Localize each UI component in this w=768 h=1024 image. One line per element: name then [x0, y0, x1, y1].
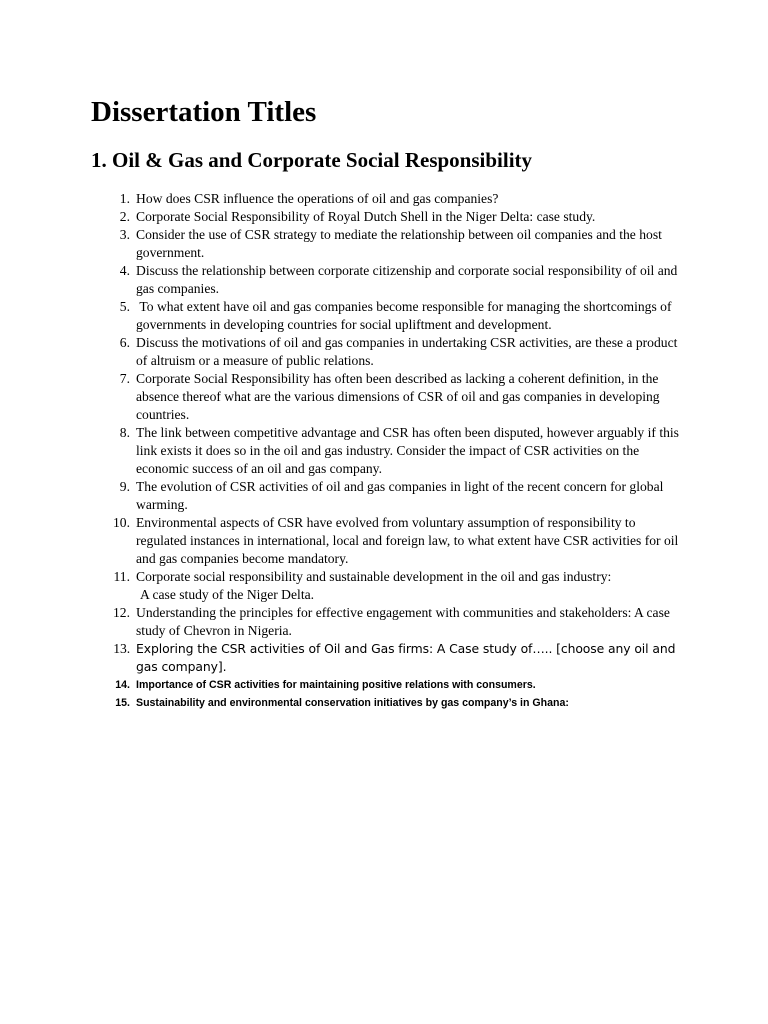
- list-item-text: Discuss the motivations of oil and gas companies in undertaking CSR activities, are these a product of altruism or a measure of public relations.: [136, 335, 678, 368]
- list-item-number: 10.: [113, 515, 130, 530]
- list-item-number: 9.: [119, 479, 130, 494]
- list-item: [0, 478, 768, 514]
- list-item: [0, 298, 768, 334]
- list-item-number: 7.: [119, 371, 130, 386]
- list-item-text: Exploring the CSR activities of Oil and Gas firms: A Case study of….. [choose any oil and gas company].: [136, 641, 676, 674]
- section-heading: 1. Oil & Gas and Corporate Social Responsibility: [91, 148, 533, 172]
- list-item-number: 1.: [119, 191, 130, 206]
- list-item: [0, 334, 768, 370]
- list-item-text: The evolution of CSR activities of oil and gas companies in light of the recent concern for global warming.: [136, 479, 664, 512]
- list-item: [0, 226, 768, 262]
- list-item-text: Environmental aspects of CSR have evolved from voluntary assumption of responsibility to regulated instances in international, local and foreign law, to what extent have CSR activities for oil and gas companies become mandatory.: [136, 515, 679, 566]
- list-item-number: 12.: [113, 605, 130, 620]
- list-item-text: Corporate Social Responsibility has often been described as lacking a coherent definition, in the absence thereof what are the various dimensions of CSR of oil and gas companies in developing countries.: [136, 371, 660, 422]
- list-item-text: Understanding the principles for effective engagement with communities and stakeholders: A case study of Chevron in Nigeria.: [136, 605, 670, 638]
- list-item: [0, 514, 768, 568]
- list-item-number: 6.: [119, 335, 130, 350]
- list-item: [0, 370, 768, 424]
- list-item-number: 11.: [113, 569, 130, 584]
- list-item: [0, 694, 768, 712]
- list-item: [0, 190, 768, 208]
- list-item: [0, 424, 768, 478]
- list-item-text: To what extent have oil and gas companies become responsible for managing the shortcomings of governments in developing countries for social upliftment and development.: [136, 299, 675, 332]
- list-item: [0, 604, 768, 640]
- list-item-text-line: A case study of the Niger Delta.: [140, 587, 315, 602]
- list-item-text: How does CSR influence the operations of oil and gas companies?: [136, 191, 499, 206]
- list-item-text: Importance of CSR activities for maintaining positive relations with consumers.: [136, 679, 536, 691]
- list-item-text: Consider the use of CSR strategy to mediate the relationship between oil companies and the host government.: [136, 227, 662, 260]
- list-item-text: Sustainability and environmental conservation initiatives by gas company’s in Ghana:: [136, 697, 569, 709]
- list-item-number: 4.: [119, 263, 130, 278]
- list-item-text: Discuss the relationship between corporate citizenship and corporate social responsibility of oil and gas companies.: [136, 263, 678, 296]
- page-title: Dissertation Titles: [91, 96, 317, 128]
- list-item-text: [136, 568, 682, 604]
- list-item-text-line: Corporate social responsibility and sustainable development in the oil and gas industry:: [136, 569, 612, 584]
- list-item: [0, 262, 768, 298]
- list-item-number: 15.: [115, 697, 130, 709]
- list-item-text: The link between competitive advantage and CSR has often been disputed, however arguably if this link exists it does so in the oil and gas industry. Consider the impact of CSR activities on the economic success of an oil and gas company.: [136, 425, 679, 476]
- list-item-number: 3.: [119, 227, 130, 242]
- list-item: [0, 640, 768, 676]
- list-item-number: 14.: [115, 679, 130, 691]
- list-item-number: 5.: [119, 299, 130, 314]
- list-item-number: 8.: [119, 425, 130, 440]
- list-item: [0, 676, 768, 694]
- list-item: [0, 208, 768, 226]
- list-item-text: Corporate Social Responsibility of Royal Dutch Shell in the Niger Delta: case study.: [136, 209, 596, 224]
- list-item-number: 13.: [113, 641, 130, 656]
- dissertation-topic-list: [0, 190, 768, 712]
- list-item-number: 2.: [119, 209, 130, 224]
- list-item: [0, 568, 768, 604]
